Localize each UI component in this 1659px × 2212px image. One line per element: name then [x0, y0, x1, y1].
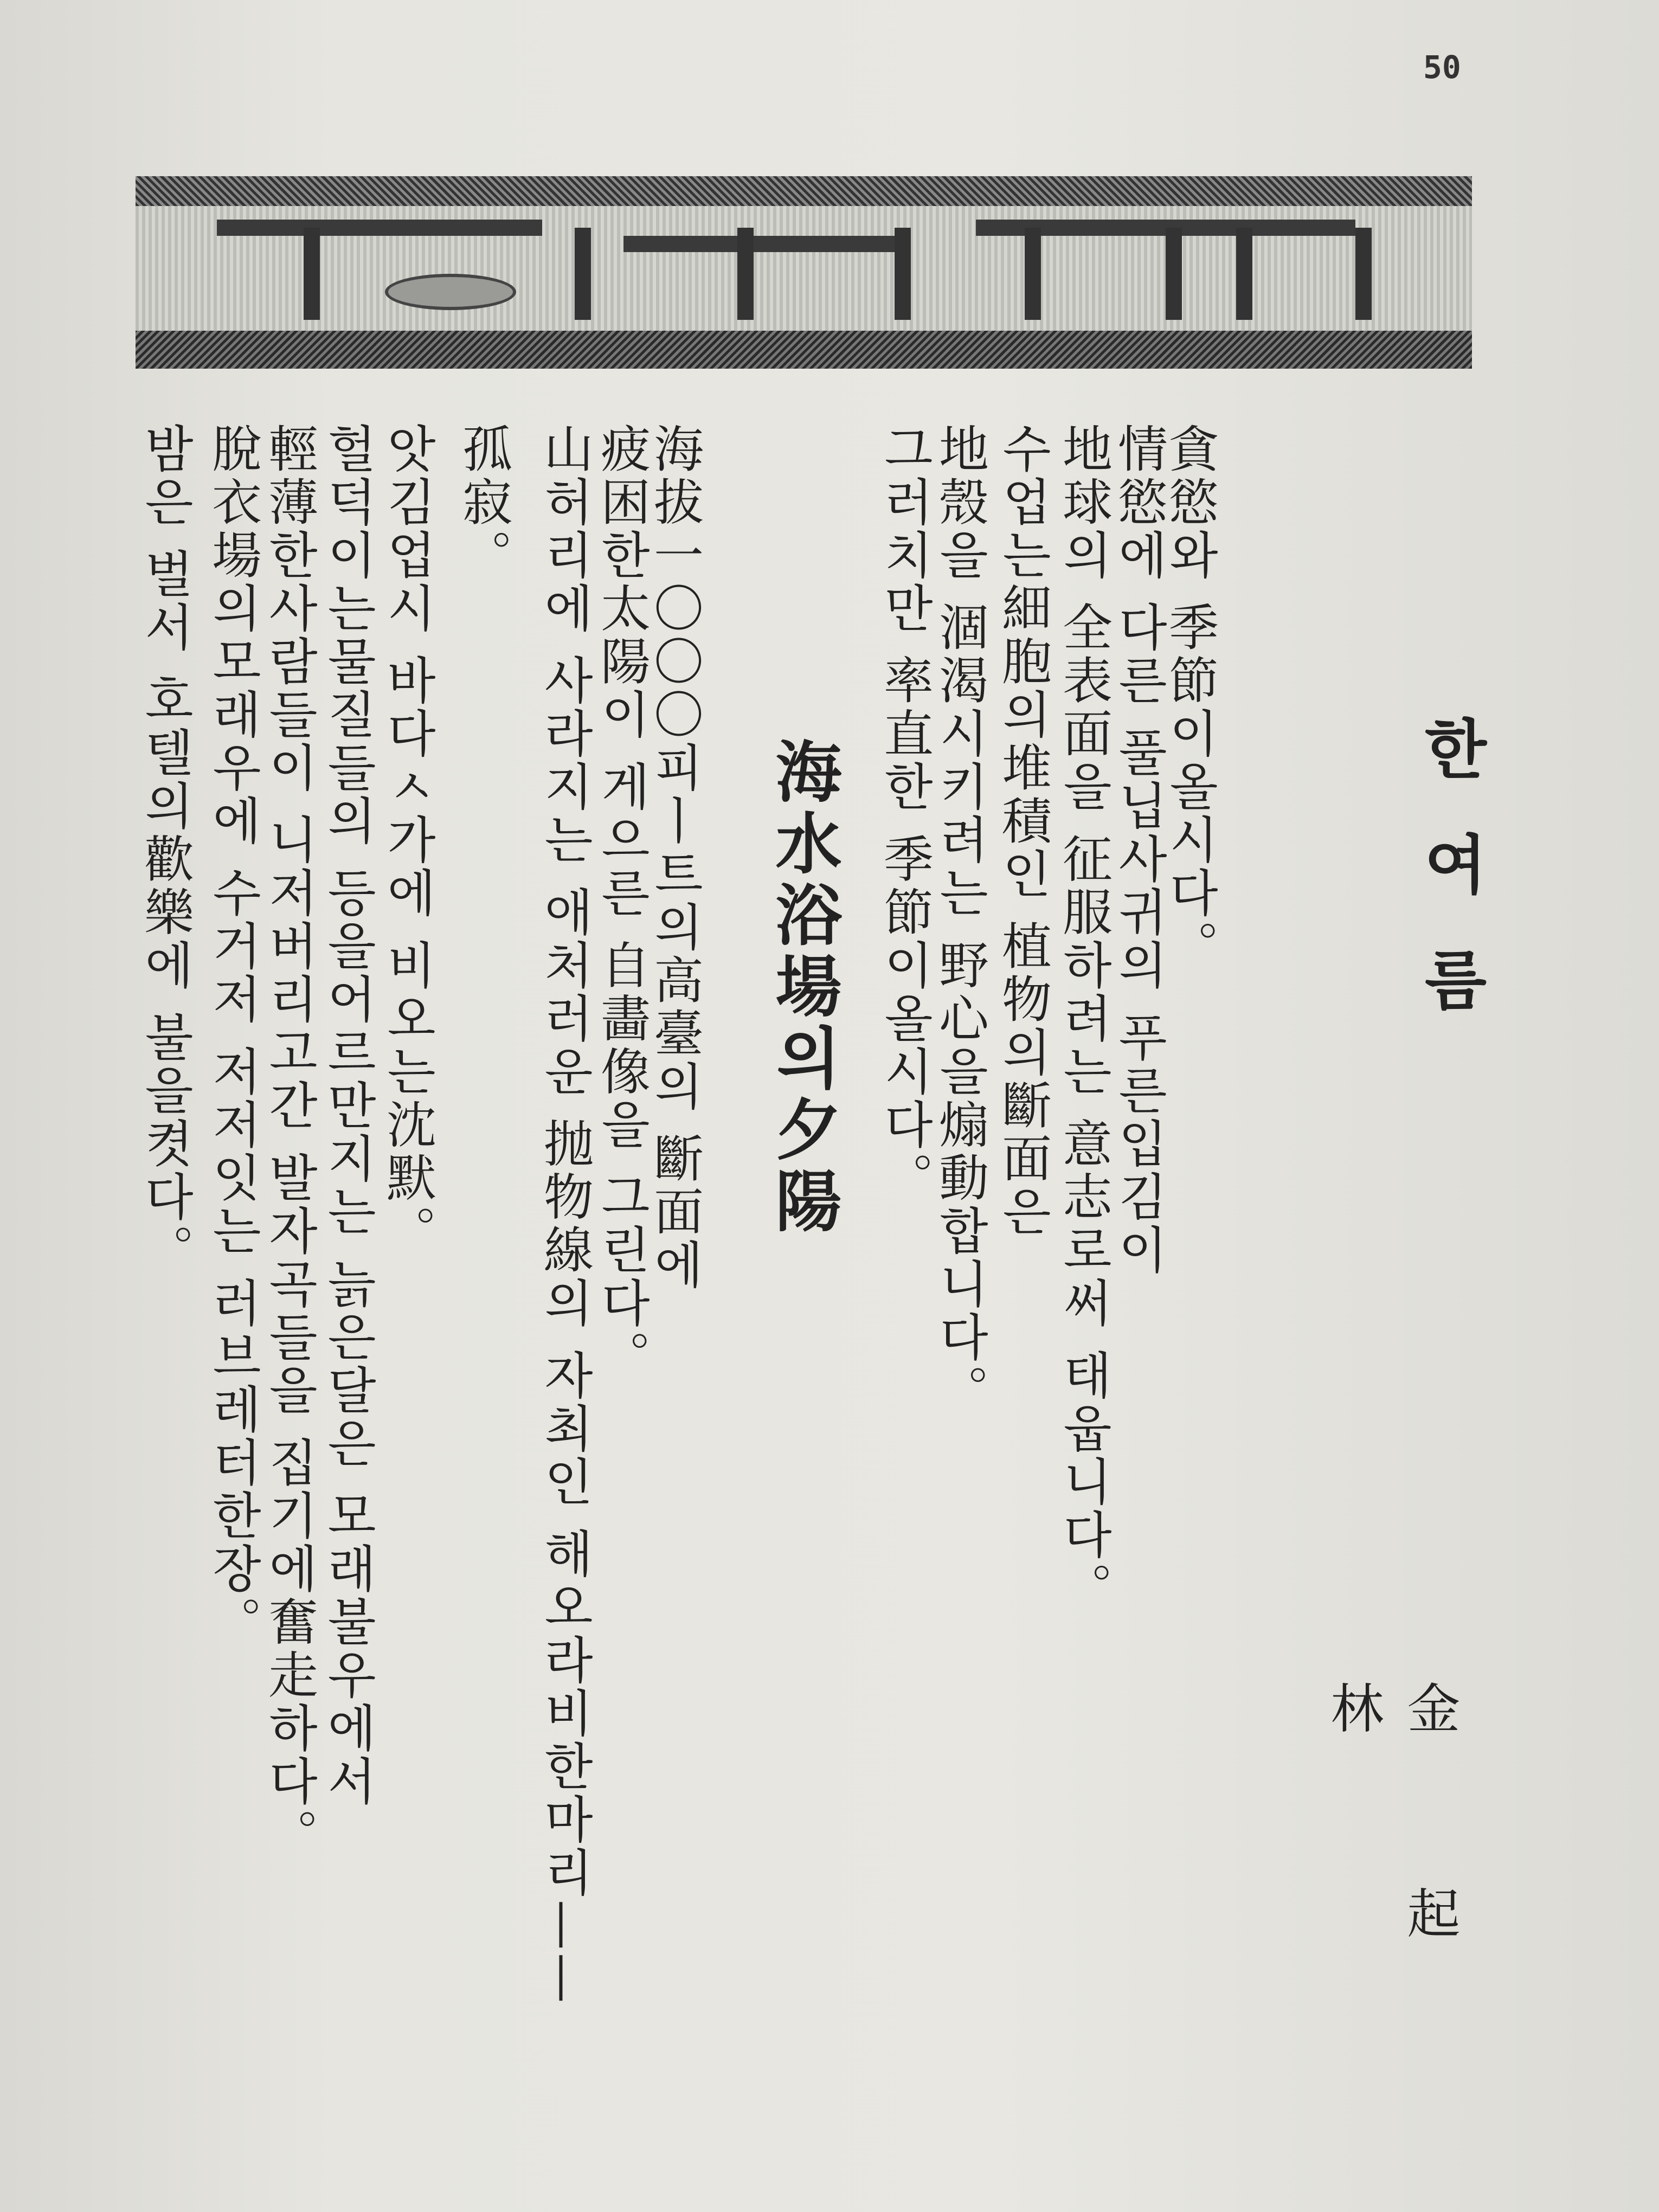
verse-line: 헐덕이는물질들의 등을어르만지는 늙은달은 모래불우에서 [319, 423, 377, 1809]
verse-line: 貪慾와 季節이올시다。 [1161, 423, 1219, 974]
verse-line: 밤은 벌서 호텔의歡樂에 불을켯다。 [136, 423, 194, 1277]
verse-line: 앗김업시 바다ㅅ가에 비오는沈默。 [378, 423, 436, 1258]
verse-line: 情慾에 다른 풀닙사귀의 푸른입김이 [1110, 423, 1168, 1277]
page-number: 50 [1423, 49, 1461, 86]
verse-line: 孤寂。 [454, 423, 512, 582]
verse-line: 海拔一〇〇〇피ㅣ트의高臺의 斷面에 [646, 423, 704, 1293]
verse-line: 地球의 全表面을 征服하려는 意志로써 태웁니다。 [1054, 423, 1113, 1615]
author-name: 金起林 [1322, 1681, 1460, 2091]
verse-line: 地殼을 涸渴시키려는 野心을煽動합니다。 [931, 423, 989, 1418]
verse-line: 그러치만 率直한 季節이올시다。 [876, 423, 934, 1205]
verse-line: 疲困한太陽이 게으른 自畵像을 그린다。 [593, 423, 651, 1384]
verse-line: 山허리에 사라지는 애처러운 抛物線의 자최인 해오라비한마리—— [536, 423, 594, 2007]
decorative-banner-illustration [136, 176, 1472, 369]
verse-line: 輕薄한사람들이 니저버리고간 발자곡들을 집기에奮走하다。 [260, 423, 318, 1862]
verse-line: 脫衣場의모래우에 수거저 저저잇는 러브레터한장。 [204, 423, 262, 1649]
section-subtitle: 海水浴場의夕陽 [764, 737, 843, 1238]
verse-line: 수업는細胞의堆積인 植物의斷面은 [994, 423, 1052, 1239]
poem-title: 한여름 [1413, 716, 1488, 1062]
